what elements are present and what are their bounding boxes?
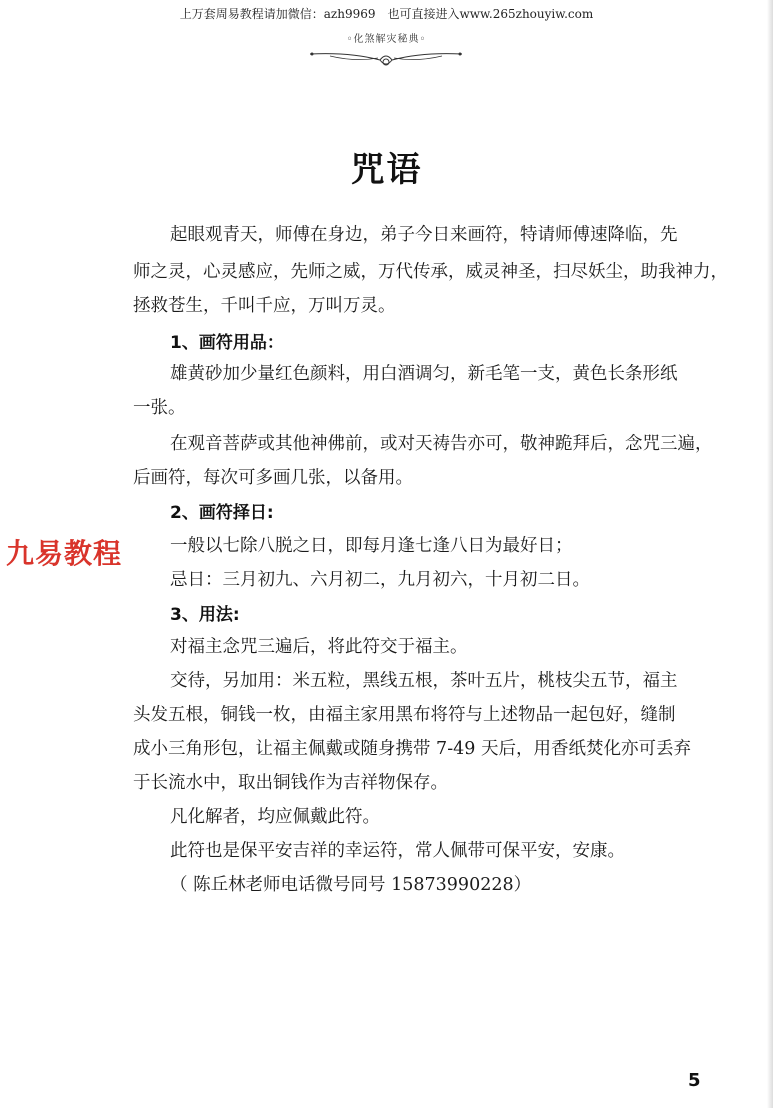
incantation-line: 拯救苍生，千叫千应，万叫万灵。 [133, 296, 396, 316]
chapter-title: 咒语 [350, 150, 423, 190]
date-line: 一般以七除八脱之日，即每月逢七逢八日为最好日； [170, 536, 573, 556]
usage-line: 对福主念咒三遍后，将此符交于福主。 [170, 637, 468, 657]
incantation-line: 起眼观青天，师傅在身边，弟子今日来画符，特请师傅速降临，先 [170, 225, 678, 245]
page-edge-shadow [767, 0, 773, 1108]
incantation-line: 师之灵，心灵感应，先师之威，万代传承，威灵神圣，扫尽妖尘，助我神力， [133, 262, 728, 282]
usage-line: 头发五根，铜钱一枚，由福主家用黑布将符与上述物品一起包好，缝制 [133, 705, 676, 725]
usage-line: 于长流水中，取出铜钱作为吉祥物保存。 [133, 773, 448, 793]
date-line: 忌日：三月初九、六月初二，九月初六，十月初二日。 [170, 570, 590, 590]
page-number: 5 [688, 1070, 701, 1091]
supplies-line: 后画符，每次可多画几张，以备用。 [133, 468, 413, 488]
book-title: ◦化煞解灾秘典◦ [346, 34, 427, 45]
supplies-line: 雄黄砂加少量红色颜料，用白酒调匀，新毛笔一支，黄色长条形纸 [170, 364, 678, 384]
usage-line: 凡化解者，均应佩戴此符。 [170, 807, 380, 827]
section-heading-usage: 3、用法: [170, 605, 240, 625]
supplies-line: 一张。 [133, 398, 186, 418]
usage-line: 此符也是保平安吉祥的幸运符，常人佩带可保平安，安康。 [170, 841, 625, 861]
top-notice: 上万套周易教程请加微信：azh9969 也可直接进入www.265zhouyiw.com [179, 7, 594, 21]
section-heading-supplies: 1、画符用品： [170, 333, 284, 353]
watermark-text: 九易教程 [6, 537, 123, 570]
contact-line: （ 陈丘林老师电话微号同号 15873990228） [170, 875, 532, 895]
usage-line: 成小三角形包，让福主佩戴或随身携带 7-49 天后，用香纸焚化亦可丢弃 [133, 739, 691, 759]
section-heading-date: 2、画符择日: [170, 503, 274, 523]
supplies-line: 在观音菩萨或其他神佛前，或对天祷告亦可，敬神跪拜后，念咒三遍， [170, 434, 713, 454]
usage-line: 交待，另加用：米五粒，黑线五根，茶叶五片，桃枝尖五节，福主 [170, 671, 678, 691]
